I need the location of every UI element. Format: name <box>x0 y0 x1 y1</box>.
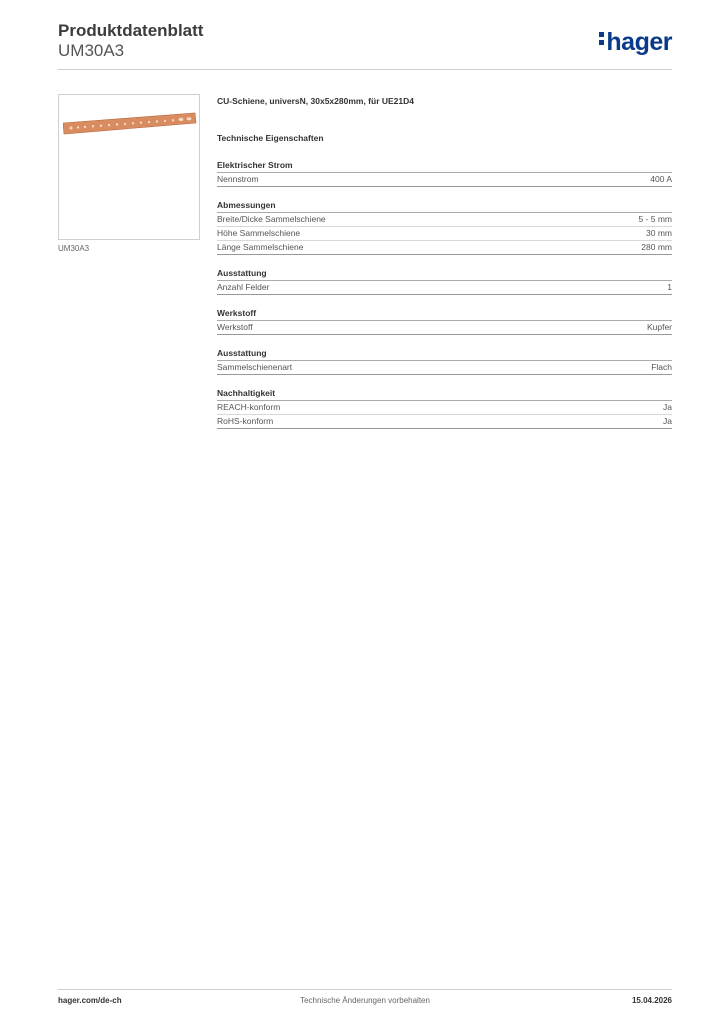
page-header <box>58 20 203 61</box>
footer-date: 15.04.2026 <box>631 996 672 1005</box>
property-value: Ja <box>663 416 672 426</box>
property-value: 280 mm <box>641 242 672 252</box>
product-description: CU-Schiene, universN, 30x5x280mm, für UE21D4 <box>217 96 415 106</box>
property-row <box>217 401 672 415</box>
footer-divider <box>58 989 672 990</box>
section-title: Ausstattung <box>217 267 672 281</box>
section-title: Abmessungen <box>217 199 672 213</box>
footer-website-link[interactable]: hager.com/de-ch <box>58 996 122 1005</box>
property-label: Werkstoff <box>217 322 253 332</box>
section-title: Nachhaltigkeit <box>217 387 672 401</box>
property-label: REACH-konform <box>217 402 281 412</box>
property-label: Höhe Sammelschiene <box>217 228 301 238</box>
product-code: UM30A3 <box>58 41 125 60</box>
section-title: Ausstattung <box>217 347 672 361</box>
document-title: Produktdatenblatt <box>58 21 204 40</box>
image-caption: UM30A3 <box>58 244 90 253</box>
property-label: RoHS-konform <box>217 416 274 426</box>
property-row <box>217 321 672 335</box>
property-value: Kupfer <box>646 322 672 332</box>
property-value: 400 A <box>650 174 672 184</box>
property-value: Ja <box>663 402 672 412</box>
busbar-image <box>63 111 197 139</box>
property-row <box>217 213 672 227</box>
product-image-frame <box>58 94 200 240</box>
section-title: Elektrischer Strom <box>217 159 672 173</box>
section-title: Werkstoff <box>217 307 672 321</box>
property-label: Sammelschienenart <box>217 362 293 372</box>
section-dimensions <box>217 199 672 255</box>
section-sustainability <box>217 387 672 429</box>
property-value: 5 - 5 mm <box>638 214 672 224</box>
property-value: Flach <box>651 362 672 372</box>
section-electrical-current <box>217 159 672 187</box>
property-label: Breite/Dicke Sammelschiene <box>217 214 326 224</box>
product-details <box>217 96 672 441</box>
property-label: Länge Sammelschiene <box>217 242 304 252</box>
property-row <box>217 415 672 429</box>
property-row <box>217 241 672 255</box>
tech-properties-heading: Technische Eigenschaften <box>217 133 324 143</box>
footer-disclaimer: Technische Änderungen vorbehalten <box>300 996 430 1005</box>
property-row <box>217 361 672 375</box>
header-divider <box>58 69 672 70</box>
property-value: 30 mm <box>646 228 672 238</box>
logo-colon-icon <box>599 29 604 48</box>
section-material <box>217 307 672 335</box>
property-label: Nennstrom <box>217 174 259 184</box>
hager-logo <box>599 28 672 56</box>
section-equipment <box>217 267 672 295</box>
property-row <box>217 281 672 295</box>
page-footer <box>58 996 672 1008</box>
property-label: Anzahl Felder <box>217 282 270 292</box>
property-value: 1 <box>667 282 672 292</box>
property-row <box>217 227 672 241</box>
logo-text: hager <box>606 28 672 56</box>
property-row <box>217 173 672 187</box>
section-equipment-2 <box>217 347 672 375</box>
